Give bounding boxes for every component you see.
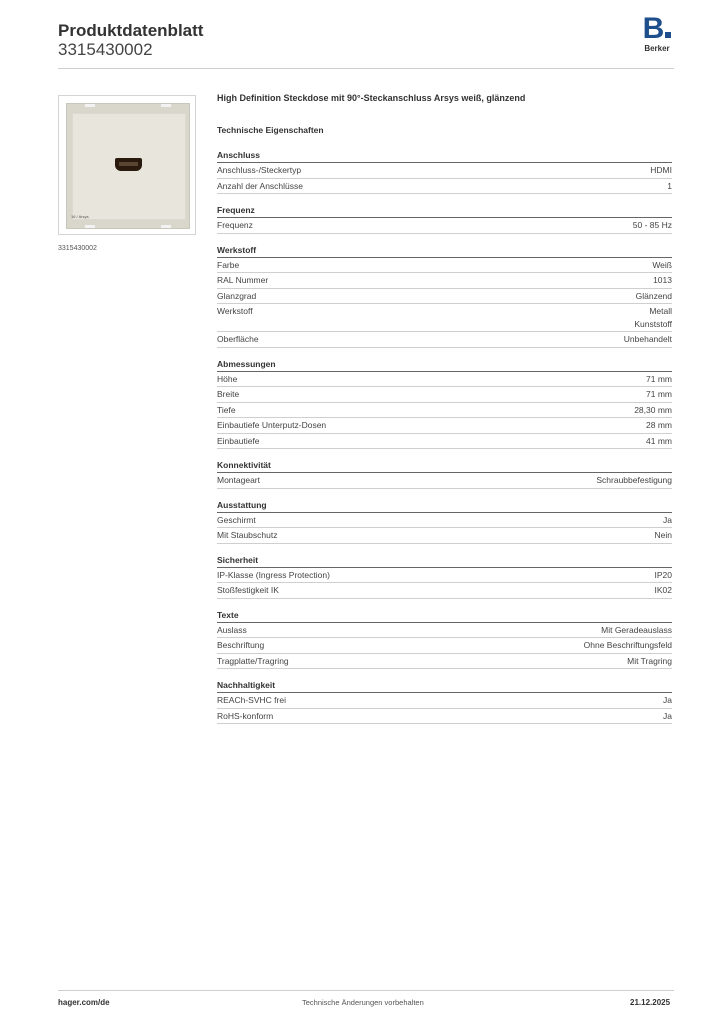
spec-row	[217, 387, 672, 403]
spec-value	[627, 655, 672, 668]
section-heading: Werkstoff	[217, 245, 672, 258]
spec-value	[624, 333, 672, 346]
article-number: 3315430002	[58, 40, 153, 59]
footer-date: 21.12.2025	[630, 998, 671, 1007]
section-heading: Anschluss	[217, 150, 672, 163]
spec-row	[217, 693, 672, 709]
header-divider	[58, 68, 674, 69]
spec-value	[650, 164, 672, 177]
section-heading: Texte	[217, 610, 672, 623]
spec-value	[646, 435, 672, 448]
spec-value	[663, 694, 672, 707]
spec-label: Anzahl der Anschlüsse	[217, 180, 303, 191]
spec-row	[217, 218, 672, 234]
spec-label: Farbe	[217, 259, 240, 270]
spec-value	[653, 274, 672, 287]
spec-value	[655, 584, 673, 597]
section-heading: Frequenz	[217, 205, 672, 218]
spec-value-line: Ja	[663, 710, 672, 721]
spec-row	[217, 434, 672, 450]
socket-plate	[66, 103, 190, 229]
footer-disclaimer: Technische Änderungen vorbehalten	[302, 998, 424, 1007]
spec-row	[217, 289, 672, 305]
spec-content	[217, 93, 672, 724]
spec-label: IP-Klasse (Ingress Protection)	[217, 569, 330, 580]
spec-label: Werkstoff	[217, 306, 253, 316]
spec-section	[217, 680, 672, 724]
footer-website: hager.com/de	[58, 998, 110, 1007]
spec-value	[633, 219, 672, 232]
spec-label: Breite	[217, 389, 240, 399]
spec-section	[217, 359, 672, 450]
spec-value-line: HDMI	[650, 165, 672, 175]
section-heading: Konnektivität	[217, 460, 672, 473]
spec-value	[636, 290, 672, 303]
spec-row	[217, 654, 672, 670]
spec-value-line: Mit Geradeauslass	[601, 624, 672, 635]
logo-mark: B	[640, 16, 674, 42]
spec-label: Oberfläche	[217, 334, 259, 344]
logo-wordmark: Berker	[644, 44, 670, 53]
spec-row	[217, 372, 672, 388]
product-title: High Definition Steckdose mit 90°-Steckanschluss Arsys weiß, glänzend	[217, 93, 526, 103]
spec-label: Geschirmt	[217, 514, 256, 525]
spec-section	[217, 245, 672, 348]
spec-value	[596, 474, 672, 487]
spec-value-line: 28 mm	[646, 420, 672, 430]
spec-value-line: Ohne Beschriftungsfeld	[583, 640, 672, 650]
spec-value-line: 71 mm	[646, 389, 672, 399]
hdmi-port-icon	[115, 158, 142, 171]
spec-section	[217, 610, 672, 670]
spec-value-line: IP20	[654, 569, 672, 580]
spec-row	[217, 403, 672, 419]
spec-value-line: Kunststoff	[634, 318, 672, 329]
spec-section	[217, 460, 672, 489]
spec-row	[217, 179, 672, 195]
spec-section	[217, 555, 672, 599]
page-title: Produktdatenblatt	[58, 21, 204, 40]
spec-value	[646, 419, 672, 432]
spec-row	[217, 709, 672, 725]
spec-value-line: Metall	[649, 306, 672, 316]
section-heading: Ausstattung	[217, 500, 672, 513]
spec-value	[655, 569, 673, 582]
section-heading: Sicherheit	[217, 555, 672, 568]
spec-row	[217, 528, 672, 544]
section-heading: Abmessungen	[217, 359, 672, 372]
section-heading: Nachhaltigkeit	[217, 680, 672, 693]
spec-row	[217, 638, 672, 654]
spec-section	[217, 150, 672, 194]
spec-row	[217, 273, 672, 289]
product-image	[58, 95, 196, 235]
spec-row	[217, 332, 672, 348]
spec-value-line: 1013	[653, 275, 672, 285]
spec-value-line: Unbehandelt	[623, 334, 672, 344]
spec-row	[217, 583, 672, 599]
spec-label: REACh-SVHC frei	[217, 695, 286, 705]
spec-value	[601, 624, 672, 637]
spec-value-line: 50 - 85 Hz	[632, 220, 672, 230]
spec-label: Tragplatte/Tragring	[217, 655, 289, 666]
spec-value-line: Glänzend	[635, 290, 672, 301]
berker-logo	[640, 12, 674, 54]
spec-row	[217, 258, 672, 274]
spec-value	[584, 639, 672, 652]
spec-value	[652, 259, 672, 272]
spec-value	[655, 529, 672, 542]
image-caption: 3315430002	[58, 245, 97, 252]
spec-row	[217, 304, 672, 332]
spec-label: Stoßfestigkeit IK	[217, 585, 279, 595]
spec-label: RoHS-konform	[217, 710, 274, 721]
spec-label: Beschriftung	[217, 640, 265, 650]
spec-label: Anschluss-/Steckertyp	[217, 165, 302, 175]
spec-row	[217, 568, 672, 584]
spec-value	[634, 404, 672, 417]
spec-value-line: 1	[667, 180, 672, 191]
spec-value-line: Weiß	[652, 259, 672, 270]
spec-value-line: Mit Tragring	[627, 655, 672, 666]
spec-value-line: IK02	[654, 585, 672, 595]
spec-value-line: Ja	[663, 695, 672, 705]
spec-row	[217, 163, 672, 179]
spec-value-line: 41 mm	[646, 435, 672, 446]
spec-label: Frequenz	[217, 220, 253, 230]
spec-label: Höhe	[217, 373, 238, 384]
spec-row	[217, 473, 672, 489]
spec-label: Tiefe	[217, 404, 236, 415]
spec-label: Einbautiefe	[217, 435, 260, 446]
spec-value-line: Ja	[663, 514, 672, 525]
spec-value	[634, 305, 672, 330]
footer-divider	[58, 990, 674, 991]
spec-sections	[217, 150, 672, 724]
spec-label: Montageart	[217, 475, 260, 485]
spec-value-line: 71 mm	[646, 373, 672, 384]
tech-properties-title: Technische Eigenschaften	[217, 125, 324, 135]
spec-label: RAL Nummer	[217, 275, 269, 285]
spec-value	[667, 180, 672, 193]
spec-value-line: Nein	[654, 530, 672, 540]
spec-value-line: Schraubbefestigung	[596, 475, 672, 485]
spec-label: Mit Staubschutz	[217, 530, 278, 540]
spec-section	[217, 500, 672, 544]
spec-value	[646, 373, 672, 386]
spec-label: Auslass	[217, 624, 247, 635]
spec-row	[217, 418, 672, 434]
plate-label: 16 / Arsys	[71, 214, 89, 219]
spec-value	[663, 710, 672, 723]
spec-section	[217, 205, 672, 234]
spec-value-line: 28,30 mm	[634, 404, 672, 415]
spec-value	[663, 514, 672, 527]
spec-row	[217, 623, 672, 639]
spec-row	[217, 513, 672, 529]
spec-label: Einbautiefe Unterputz-Dosen	[217, 420, 327, 430]
spec-value	[646, 388, 672, 401]
spec-label: Glanzgrad	[217, 290, 257, 301]
